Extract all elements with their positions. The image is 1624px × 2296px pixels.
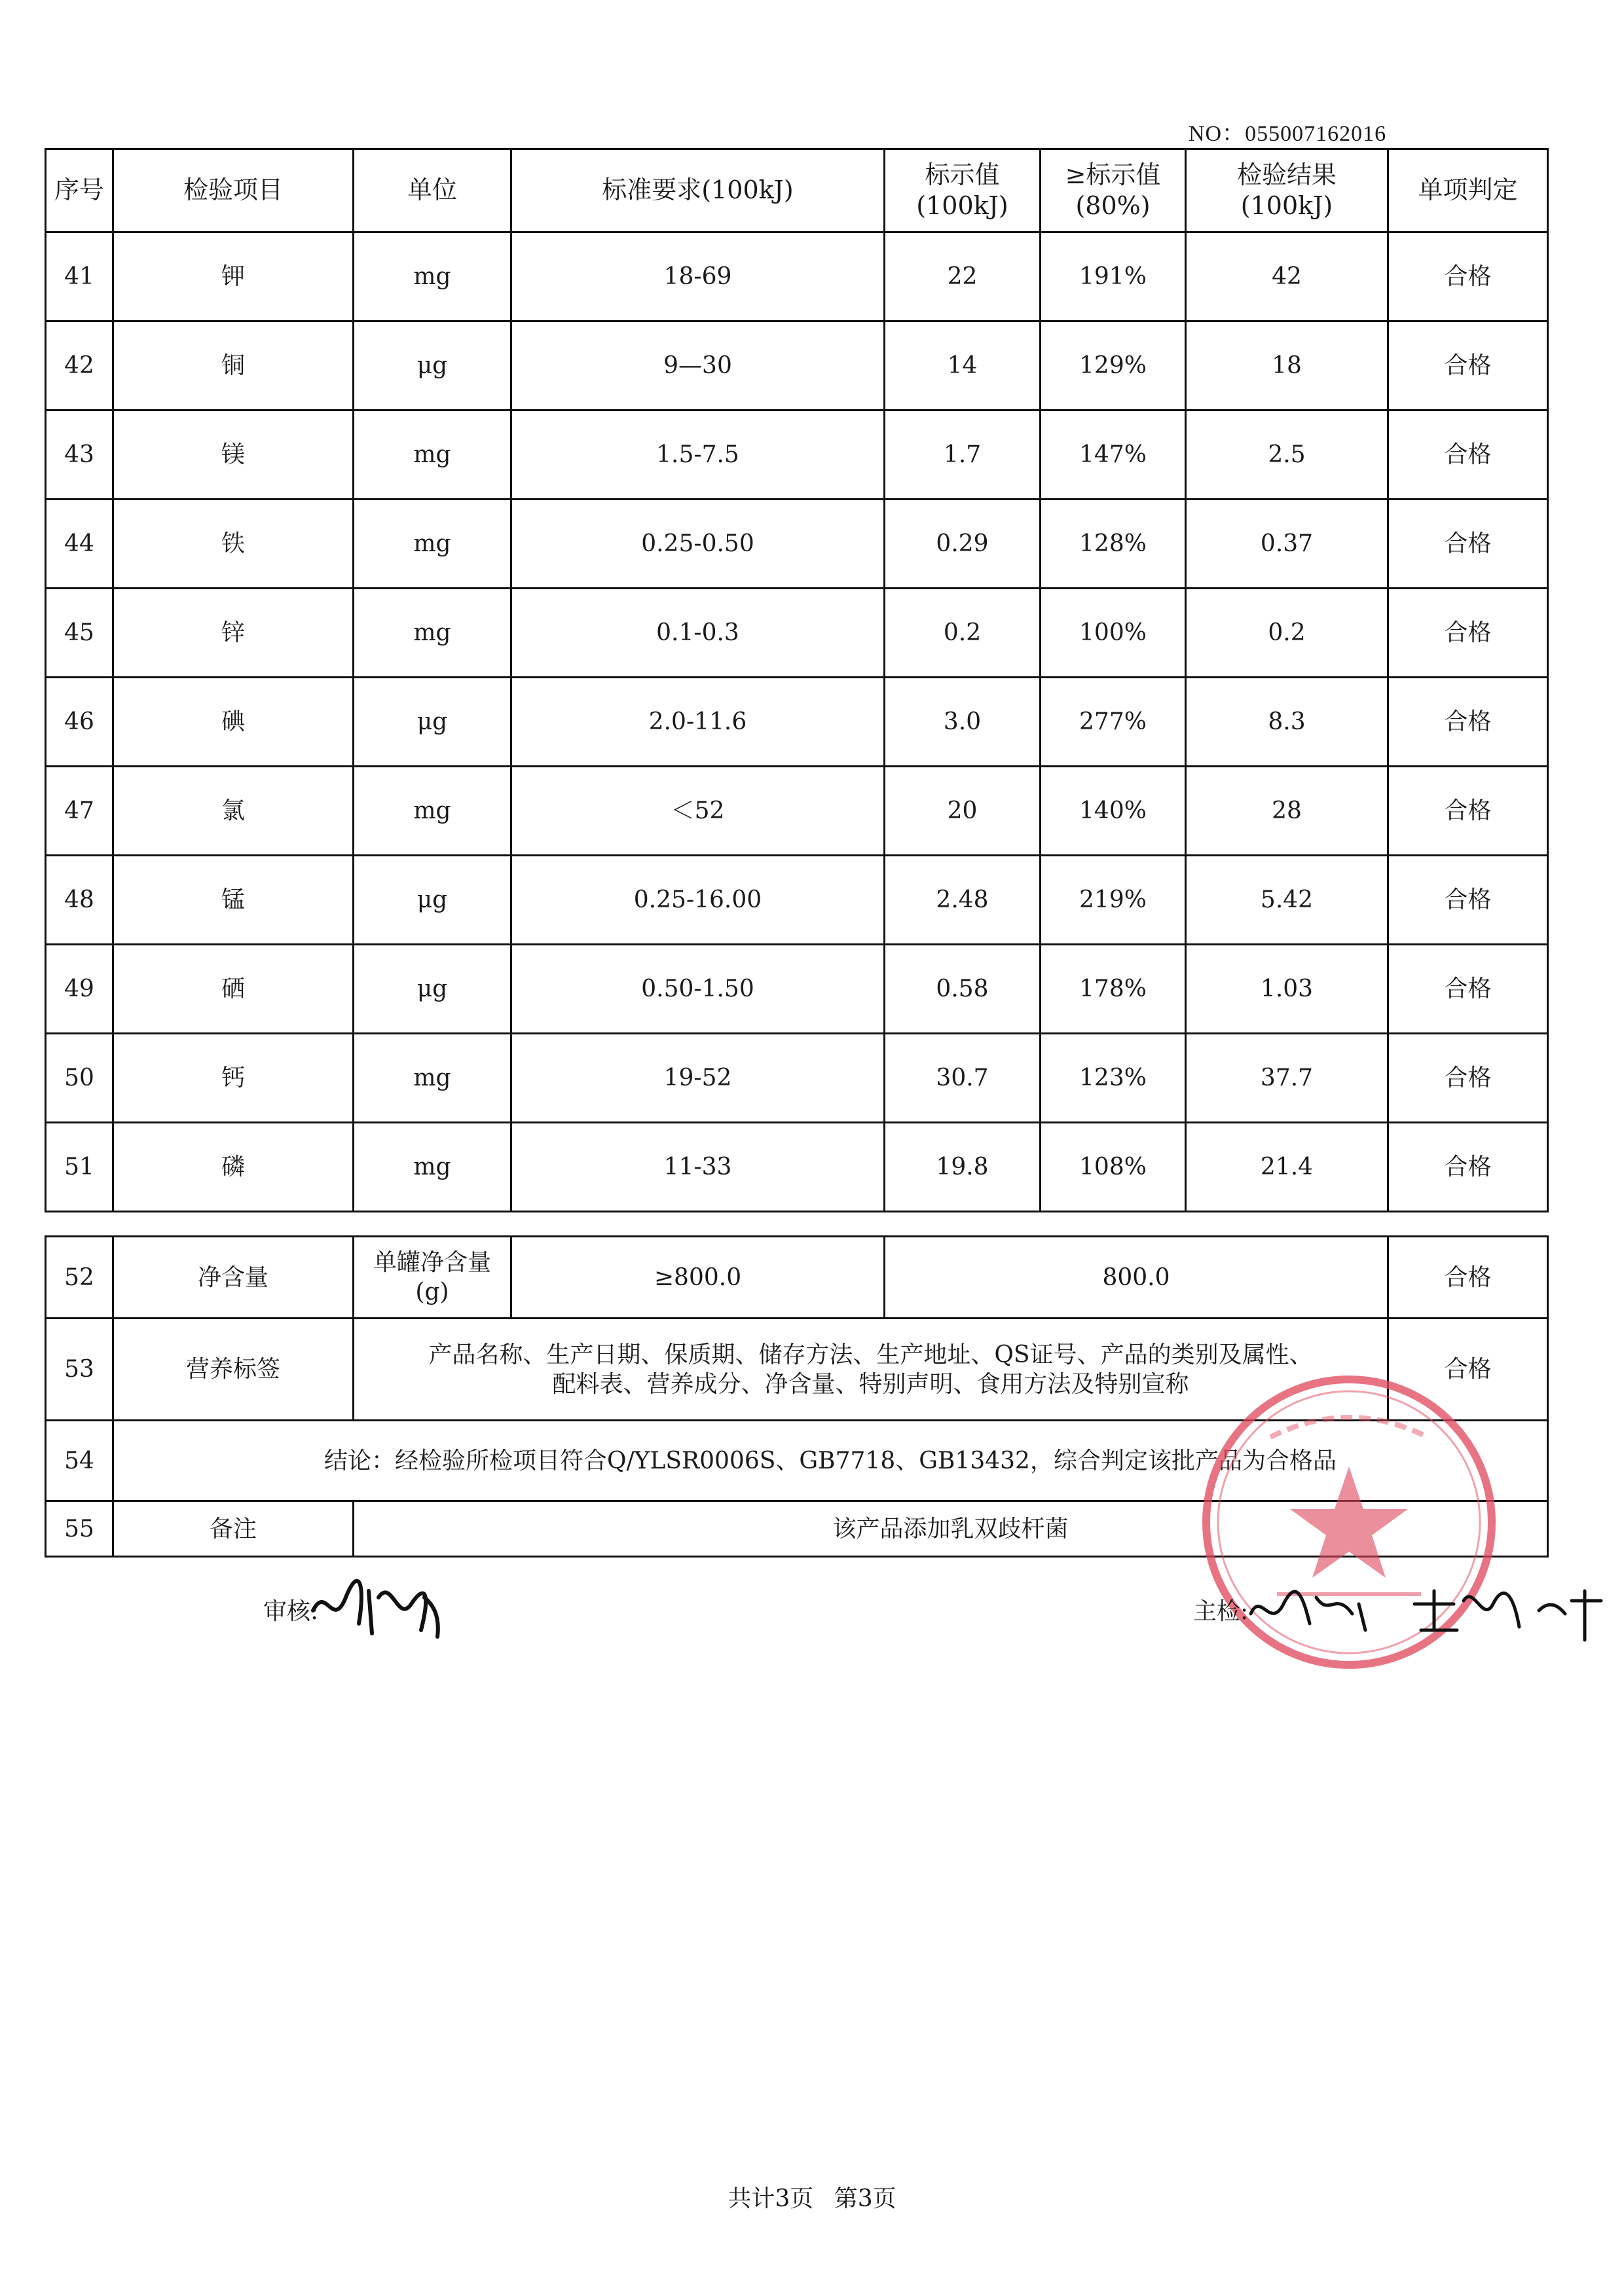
table-row [46, 856, 1548, 945]
row-result: 0.37 [1186, 500, 1388, 589]
row-judgement: 合格 [1388, 1237, 1548, 1319]
row-no: 50 [46, 1034, 113, 1123]
row-label-value: 19.8 [885, 1123, 1041, 1212]
row-item: 磷 [113, 1123, 354, 1212]
row-no: 47 [46, 767, 113, 856]
row-no: 49 [46, 945, 113, 1034]
row-item: 钙 [113, 1034, 354, 1123]
row-result: 800.0 [885, 1237, 1388, 1319]
row-label-value: 0.29 [885, 500, 1041, 589]
row-item: 锰 [113, 856, 354, 945]
row-standard: 0.25-16.00 [511, 856, 885, 945]
row-standard: ＜52 [511, 767, 885, 856]
row-unit: μg [354, 856, 511, 945]
row-label-value: 30.7 [885, 1034, 1041, 1123]
row-pct: 129% [1041, 321, 1186, 410]
row-label-value: 22 [885, 232, 1041, 321]
row-judgement: 合格 [1388, 1123, 1548, 1212]
row-label-value: 3.0 [885, 678, 1041, 767]
inspector-label: 主检: [1193, 1598, 1249, 1625]
header-pct-of-label: ≥标示值 (80%) [1041, 149, 1186, 232]
row-item: 净含量 [113, 1237, 354, 1319]
row-pct: 219% [1041, 856, 1186, 945]
row-unit: mg [354, 500, 511, 589]
table-row [46, 232, 1548, 321]
row-no: 45 [46, 589, 113, 678]
row-item: 硒 [113, 945, 354, 1034]
table-row [46, 678, 1548, 767]
table-header-row [46, 149, 1548, 232]
table-row [46, 945, 1548, 1034]
row-judgement: 合格 [1388, 589, 1548, 678]
table-row [46, 500, 1548, 589]
table-row [46, 321, 1548, 410]
row-standard: 0.1-0.3 [511, 589, 885, 678]
row-label-value: 0.2 [885, 589, 1041, 678]
total-pages: 共计3页 [728, 2185, 814, 2212]
row-result: 21.4 [1186, 1123, 1388, 1212]
row-pct: 108% [1041, 1123, 1186, 1212]
row-judgement: 合格 [1388, 856, 1548, 945]
row-item: 营养标签 [113, 1319, 354, 1421]
header-judgement: 单项判定 [1388, 149, 1548, 232]
header-seq: 序号 [46, 149, 113, 232]
row-standard: 18-69 [511, 232, 885, 321]
row-item: 镁 [113, 410, 354, 500]
row-judgement: 合格 [1388, 232, 1548, 321]
row-no: 46 [46, 678, 113, 767]
row-result: 2.5 [1186, 410, 1388, 500]
header-label-value: 标示值 (100kJ) [885, 149, 1041, 232]
row-pct: 123% [1041, 1034, 1186, 1123]
row-judgement: 合格 [1388, 410, 1548, 500]
row-unit: mg [354, 589, 511, 678]
row-label-value: 14 [885, 321, 1041, 410]
header-item: 检验项目 [113, 149, 354, 232]
row-unit: μg [354, 945, 511, 1034]
row-standard: 11-33 [511, 1123, 885, 1212]
row-unit: mg [354, 1123, 511, 1212]
inspector-signature [1244, 1578, 1611, 1650]
row-result: 37.7 [1186, 1034, 1388, 1123]
header-standard: 标准要求(100kJ) [511, 149, 885, 232]
row-no: 43 [46, 410, 113, 500]
row-item: 钾 [113, 232, 354, 321]
row-no: 42 [46, 321, 113, 410]
row-judgement: 合格 [1388, 767, 1548, 856]
row-unit: μg [354, 321, 511, 410]
row-no: 55 [46, 1501, 113, 1557]
row-result: 18 [1186, 321, 1388, 410]
row-judgement: 合格 [1388, 1319, 1548, 1421]
conclusion-text: 结论：经检验所检项目符合Q/YLSR0006S、GB7718、GB13432，综合判定该批产品为合格品 [113, 1421, 1548, 1501]
remark-text: 该产品添加乳双歧杆菌 [354, 1501, 1548, 1557]
row-result: 5.42 [1186, 856, 1388, 945]
row-unit: μg [354, 678, 511, 767]
row-label-value: 1.7 [885, 410, 1041, 500]
row-unit: mg [354, 232, 511, 321]
row-result: 0.2 [1186, 589, 1388, 678]
table-row [46, 767, 1548, 856]
page-footer [0, 2180, 1624, 2214]
row-standard: 0.50-1.50 [511, 945, 885, 1034]
table-row [46, 410, 1548, 500]
row-item: 氯 [113, 767, 354, 856]
row-result: 42 [1186, 232, 1388, 321]
row-judgement: 合格 [1388, 678, 1548, 767]
current-page: 第3页 [834, 2185, 896, 2212]
row-pct: 100% [1041, 589, 1186, 678]
row-pct: 191% [1041, 232, 1186, 321]
row-judgement: 合格 [1388, 945, 1548, 1034]
table-row [46, 1034, 1548, 1123]
row-label-value: 0.58 [885, 945, 1041, 1034]
row-pct: 140% [1041, 767, 1186, 856]
row-item: 碘 [113, 678, 354, 767]
row-label-value: 2.48 [885, 856, 1041, 945]
row-no: 48 [46, 856, 113, 945]
reviewer-signature [306, 1571, 451, 1643]
row-item: 铁 [113, 500, 354, 589]
row-result: 1.03 [1186, 945, 1388, 1034]
header-unit: 单位 [354, 149, 511, 232]
row-judgement: 合格 [1388, 1034, 1548, 1123]
document-number: NO：055007162016 [1189, 122, 1387, 146]
row-unit: mg [354, 410, 511, 500]
reviewer-label: 审核: [263, 1598, 319, 1625]
row-standard: 2.0-11.6 [511, 678, 885, 767]
row-no: 53 [46, 1319, 113, 1421]
row-standard: ≥800.0 [511, 1237, 885, 1319]
row-unit: mg [354, 767, 511, 856]
row-judgement: 合格 [1388, 500, 1548, 589]
row-label-value: 20 [885, 767, 1041, 856]
row-pct: 277% [1041, 678, 1186, 767]
row-item: 备注 [113, 1501, 354, 1557]
row-unit: mg [354, 1034, 511, 1123]
inspection-table [45, 148, 1549, 1212]
row-no: 52 [46, 1237, 113, 1319]
row-no: 54 [46, 1421, 113, 1501]
row-standard: 9—30 [511, 321, 885, 410]
row-result: 28 [1186, 767, 1388, 856]
row-standard: 19-52 [511, 1034, 885, 1123]
row-standard: 1.5-7.5 [511, 410, 885, 500]
row-standard: 0.25-0.50 [511, 500, 885, 589]
row-no: 51 [46, 1123, 113, 1212]
table-row [46, 1237, 1548, 1319]
table-row [46, 589, 1548, 678]
row-item: 锌 [113, 589, 354, 678]
row-pct: 178% [1041, 945, 1186, 1034]
row-pct: 128% [1041, 500, 1186, 589]
row-pct: 147% [1041, 410, 1186, 500]
row-result: 8.3 [1186, 678, 1388, 767]
row-item: 铜 [113, 321, 354, 410]
row-no: 41 [46, 232, 113, 321]
row-judgement: 合格 [1388, 321, 1548, 410]
label-requirements-text: 产品名称、生产日期、保质期、储存方法、生产地址、QS证号、产品的类别及属性、 配料表、营养成分、净含量、特别声明、食用方法及特别宣称 [354, 1319, 1388, 1421]
row-unit: 单罐净含量 (g) [354, 1237, 511, 1319]
header-result: 检验结果 (100kJ) [1186, 149, 1388, 232]
table-row [46, 1123, 1548, 1212]
row-no: 44 [46, 500, 113, 589]
